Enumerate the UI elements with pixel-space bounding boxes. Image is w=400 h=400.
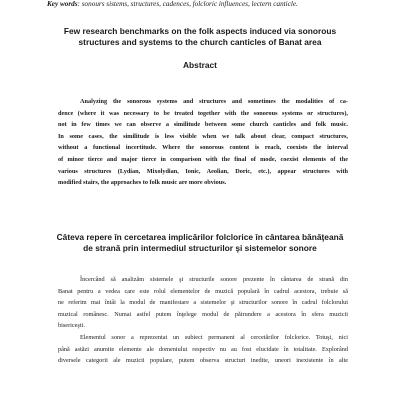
body-line: ne referim mai întâi la modul de manifestare a sistemelor şi structurilor sonore în cadrul folclorului [58,299,348,307]
romanian-body [58,274,348,367]
romanian-title-line-2: de strană prin intermediul structurilor şi sistemelor sonore [83,243,317,253]
body-line: Încercând să analizăm sistemele şi structurile sonore prezente în cântarea de strană din [80,276,348,283]
body-line: bisericeşti. [58,322,85,330]
english-title-line-2: structures and systems to the church canticles of Banat area [78,37,322,47]
abstract-line: Analyzing the sonorous systems and structures and sometimes the modalities of ca- [80,98,348,105]
keywords-line [47,0,377,9]
abstract-heading: Abstract [183,60,217,70]
abstract-paragraph [58,96,348,189]
body-line: Elementul sonor a reprezentat un subiect permanent al cercetărilor folclorice. Totuşi, nici [80,333,348,341]
abstract-line: without a functional incertitude. Where the sonorous content is reach, coexists the interval [58,144,348,152]
body-line: Banat pentru a vedea care este rolul elementelor de muzică populară în cadrul acestora, trebuie să [58,287,348,295]
abstract-line: In some cases, the similitude is less visible when we talk about clear, compact structures, [58,132,348,140]
romanian-title [30,232,370,254]
abstract-line: of minor tierce and major tierce in comparison with the final of mode, coexist elements of the [58,155,348,163]
english-title [30,26,370,48]
body-line: muzical românesc. Numai astfel putem înţelege modul de pătrundere a acestora în sfera muzicii [58,310,348,318]
keywords-text: : sonours sistems, structures, cadences, folcloric influences, lectern canticle. [77,0,298,8]
body-line: diversele categorii ale muzicii populare, putem observa structuri inedite, uneori inexistente în alte [58,357,348,365]
abstract-line: dence (where it was necessary to be treated together with the sonorous systems or structures), [58,109,348,117]
abstract-line: modified stairs, the approaches to folk music are more obvious. [58,179,227,187]
abstract-line: various structures (Lydian, Mixolydian, Ionic, Aeolian, Doric, etc.), appear structures with [58,167,348,175]
keywords-label: Key words [47,0,78,8]
abstract-line: not in few times we can observe a similitude between some church canticles and folk music. [58,121,348,129]
english-title-line-1: Few research benchmarks on the folk aspects induced via sonorous [63,26,337,36]
romanian-title-line-1: Câteva repere în cercetarea implicărilor folclorice în cântarea bănăţeană [56,232,344,242]
body-line: până astăzi anumite elemente ale domeniului respectiv nu au fost elucidate în totalitate. Explorând [58,345,348,353]
